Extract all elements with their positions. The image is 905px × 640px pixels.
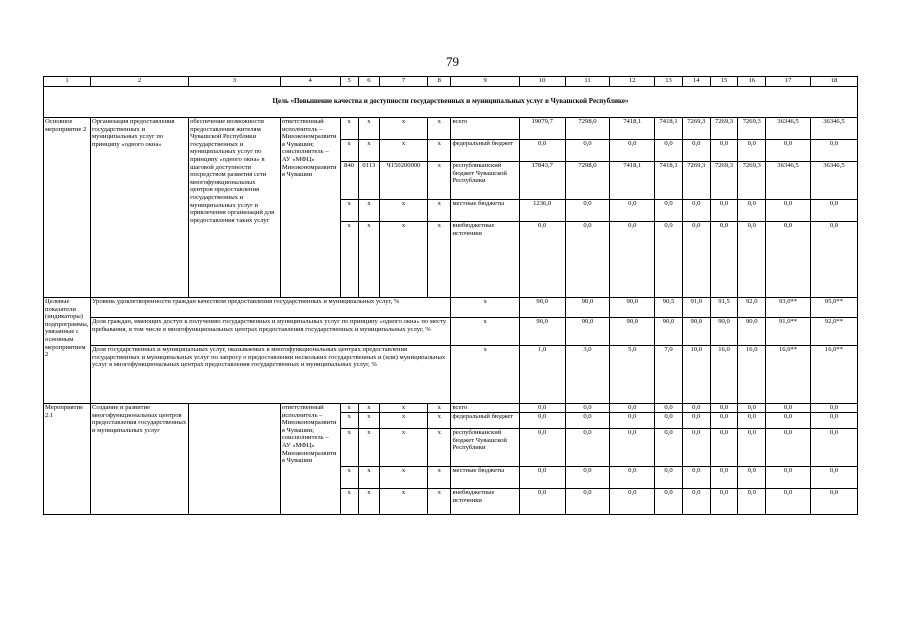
value-cell: 0,0 [738,489,766,515]
value-cell: 0,0 [710,413,738,429]
value-cell: 0,0 [655,413,683,429]
value-cell: 7269,3 [710,162,738,200]
column-number: 12 [610,77,655,87]
value-cell: 0,0 [519,489,565,515]
main-measure-title: Организация предоставления государственных и муниципальных услуг по принципу «одного окна» [90,118,188,298]
target-code: x [380,404,428,413]
value-cell: 7298,0 [565,118,610,140]
value-cell: 0,0 [810,489,857,515]
funding-source: федеральный бюджет [451,140,519,162]
main-measure-name: Основное мероприятие 2 [44,118,91,298]
indicator-x: x [451,346,519,404]
sub-measure-name: Мероприятие 2.1 [44,404,91,515]
value-cell: 0,0 [710,404,738,413]
target-code: x [380,413,428,429]
sub-measure-row [44,404,858,413]
indicator-row [44,318,858,346]
expense-type: x [428,404,451,413]
value-cell: 7269,3 [738,118,766,140]
value-cell: 0,0 [810,467,857,489]
section-code: x [358,429,379,467]
value-cell: 0,0 [655,467,683,489]
value-cell: 0,0 [519,467,565,489]
value-cell: 0,0 [610,140,655,162]
value-cell: 0,0 [766,413,811,429]
value-cell: 0,0 [655,222,683,298]
column-number: 3 [189,77,281,87]
indicator-text: Доля государственных и муниципальных услуг, оказываемых в многофункциональных центрах предоставления государственных и муниципальных услуг по запросу о предоставлении нескольких государственных и (или) муниципальных услуг в многофункциональных центрах предоставления государственных и муниципальных услуг, % [90,346,451,404]
value-cell: 0,0 [610,489,655,515]
grbs-code: x [340,140,358,162]
column-number-row [44,77,858,87]
column-number: 5 [340,77,358,87]
value-cell: 0,0 [710,489,738,515]
value-cell: 0,0 [682,429,710,467]
indicator-value: 95,0** [810,298,857,318]
value-cell: 0,0 [766,140,811,162]
column-number: 15 [710,77,738,87]
expense-type: x [428,118,451,140]
column-number: 14 [682,77,710,87]
section-code: x [358,404,379,413]
target-code: x [380,200,428,222]
value-cell: 7418,1 [610,162,655,200]
value-cell: 0,0 [565,200,610,222]
main-measure-goal-task: обеспечение возможности предоставления жителям Чувашской Республики государственных и муниципальных услуг по принципу «одного окна» в шаговой доступности посредством развития сети многофункциональных центров предоставления государственных и муниципальных услуг и привлечения организаций для предоставления таких услуг [189,118,281,298]
target-code: Ч150200000 [380,162,428,200]
section-code: x [358,140,379,162]
value-cell: 0,0 [519,140,565,162]
column-number: 18 [810,77,857,87]
column-number: 17 [766,77,811,87]
indicator-value: 5,0 [610,346,655,404]
value-cell: 0,0 [655,404,683,413]
grbs-code: x [340,118,358,140]
value-cell: 0,0 [565,489,610,515]
value-cell: 0,0 [682,413,710,429]
target-code: x [380,429,428,467]
value-cell: 0,0 [610,467,655,489]
value-cell: 17843,7 [519,162,565,200]
indicator-value: 16,0 [738,346,766,404]
indicator-value: 90,5 [655,298,683,318]
value-cell: 0,0 [810,404,857,413]
value-cell: 0,0 [655,200,683,222]
indicator-value: 7,0 [655,346,683,404]
value-cell: 0,0 [738,140,766,162]
value-cell: 36346,5 [810,162,857,200]
value-cell: 7418,1 [610,118,655,140]
value-cell: 0,0 [738,200,766,222]
grbs-code: x [340,404,358,413]
indicator-value: 91,0 [682,298,710,318]
funding-source: внебюджетные источники [451,222,519,298]
value-cell: 0,0 [565,404,610,413]
grbs-code: x [340,222,358,298]
value-cell: 0,0 [710,467,738,489]
value-cell: 0,0 [738,404,766,413]
indicator-value: 91,0** [766,318,811,346]
indicator-value: 3,0 [565,346,610,404]
value-cell: 7418,1 [655,162,683,200]
value-cell: 0,0 [710,222,738,298]
main-measure-executor: ответственный исполнитель – Минэкономразвития Чувашии; соисполнитель – АУ «МФЦ» Минэкономразвития Чувашии [280,118,340,298]
value-cell: 0,0 [710,200,738,222]
section-code: x [358,118,379,140]
indicator-value: 90,0 [610,298,655,318]
grbs-code: 840 [340,162,358,200]
grbs-code: x [340,467,358,489]
indicator-row [44,298,858,318]
indicator-value: 90,0 [519,318,565,346]
grbs-code: x [340,413,358,429]
column-number: 16 [738,77,766,87]
indicator-value: 90,0 [655,318,683,346]
value-cell: 36346,5 [766,118,811,140]
value-cell: 7269,3 [682,162,710,200]
value-cell: 7418,1 [655,118,683,140]
value-cell: 0,0 [655,140,683,162]
value-cell: 7269,3 [682,118,710,140]
sub-measure-executor: ответственный исполнитель – Минэкономразвития Чувашии; соисполнитель – АУ «МФЦ» Минэкономразвития Чувашии [280,404,340,515]
expense-type: x [428,162,451,200]
indicator-value: 90,0 [738,318,766,346]
value-cell: 0,0 [655,429,683,467]
value-cell: 0,0 [682,140,710,162]
value-cell: 0,0 [766,429,811,467]
value-cell: 7269,3 [710,118,738,140]
value-cell: 0,0 [682,200,710,222]
indicator-value: 1,0 [519,346,565,404]
target-code: x [380,489,428,515]
value-cell: 36346,5 [766,162,811,200]
value-cell: 0,0 [610,200,655,222]
column-number: 9 [451,77,519,87]
expense-type: x [428,413,451,429]
indicator-value: 90,0 [610,318,655,346]
section-code: x [358,200,379,222]
column-number: 6 [358,77,379,87]
column-number: 11 [565,77,610,87]
target-code: x [380,467,428,489]
funding-source: внебюджетные источники [451,489,519,515]
section-code: x [358,467,379,489]
indicators-label: Целевые показатели (индикаторы) подпрограммы, увязанные с основным мероприятием 2 [44,298,91,404]
column-number: 13 [655,77,683,87]
value-cell: 0,0 [766,200,811,222]
indicator-value: 92,0 [738,298,766,318]
value-cell: 0,0 [810,429,857,467]
column-number: 7 [380,77,428,87]
goal-title: Цель «Повышение качества и доступности государственных и муниципальных услуг в Чувашской Республике» [44,87,858,118]
indicator-value: 10,0 [682,346,710,404]
value-cell: 0,0 [810,140,857,162]
indicator-value: 16,0** [810,346,857,404]
value-cell: 0,0 [710,140,738,162]
expense-type: x [428,467,451,489]
value-cell: 0,0 [519,222,565,298]
indicator-value: 90,0 [519,298,565,318]
value-cell: 0,0 [810,200,857,222]
indicator-value: 16,0** [766,346,811,404]
value-cell: 0,0 [610,413,655,429]
section-code: x [358,489,379,515]
value-cell: 0,0 [766,489,811,515]
value-cell: 0,0 [682,489,710,515]
value-cell: 0,0 [682,467,710,489]
indicator-value: 90,0 [710,318,738,346]
indicator-row [44,346,858,404]
indicator-x: x [451,318,519,346]
value-cell: 0,0 [565,413,610,429]
value-cell: 0,0 [565,140,610,162]
funding-source: местные бюджеты [451,467,519,489]
expense-type: x [428,222,451,298]
funding-source: местные бюджеты [451,200,519,222]
value-cell: 0,0 [610,404,655,413]
grbs-code: x [340,200,358,222]
funding-source: всего [451,404,519,413]
grbs-code: x [340,489,358,515]
column-number: 2 [90,77,188,87]
value-cell: 7298,0 [565,162,610,200]
grbs-code: x [340,429,358,467]
indicator-text: Уровень удовлетворенности граждан качеством предоставления государственных и муниципальных услуг, % [90,298,451,318]
goal-row [44,87,858,118]
indicator-value: 90,0 [682,318,710,346]
column-number: 8 [428,77,451,87]
indicator-value: 90,0 [565,298,610,318]
target-code: x [380,222,428,298]
column-number: 10 [519,77,565,87]
value-cell: 0,0 [738,413,766,429]
value-cell: 19079,7 [519,118,565,140]
expense-type: x [428,140,451,162]
value-cell: 0,0 [610,429,655,467]
target-code: x [380,140,428,162]
value-cell: 0,0 [610,222,655,298]
section-code: 0113 [358,162,379,200]
indicator-value: 90,0 [565,318,610,346]
funding-source: республиканский бюджет Чувашской Республики [451,162,519,200]
section-code: x [358,222,379,298]
target-code: x [380,118,428,140]
indicator-value: 91,5 [710,298,738,318]
section-code: x [358,413,379,429]
value-cell: 0,0 [738,429,766,467]
value-cell: 0,0 [710,429,738,467]
indicator-x: x [451,298,519,318]
value-cell: 0,0 [682,404,710,413]
indicator-value: 16,0 [710,346,738,404]
value-cell: 0,0 [766,222,811,298]
expense-type: x [428,489,451,515]
sub-measure-title: Создание и развитие многофункциональных центров предоставления государственных и муниципальных услуг [90,404,188,515]
value-cell: 0,0 [738,222,766,298]
page-number: 79 [446,54,459,69]
indicator-value: 92,0** [810,318,857,346]
value-cell: 0,0 [810,413,857,429]
expense-type: x [428,429,451,467]
funding-source: республиканский бюджет Чувашской Республики [451,429,519,467]
value-cell: 0,0 [738,467,766,489]
value-cell: 0,0 [519,404,565,413]
column-number: 4 [280,77,340,87]
value-cell: 0,0 [519,413,565,429]
program-table [43,76,858,515]
value-cell: 0,0 [766,467,811,489]
value-cell: 0,0 [565,467,610,489]
value-cell: 0,0 [519,429,565,467]
indicator-value: 93,0** [766,298,811,318]
value-cell: 0,0 [655,489,683,515]
value-cell: 0,0 [565,429,610,467]
funding-source: федеральный бюджет [451,413,519,429]
value-cell: 7269,3 [738,162,766,200]
value-cell: 0,0 [766,404,811,413]
value-cell: 36346,5 [810,118,857,140]
sub-measure-goal-task [189,404,281,515]
value-cell: 1236,0 [519,200,565,222]
value-cell: 0,0 [682,222,710,298]
expense-type: x [428,200,451,222]
value-cell: 0,0 [810,222,857,298]
funding-source: всего [451,118,519,140]
column-number: 1 [44,77,91,87]
value-cell: 0,0 [565,222,610,298]
main-measure-row [44,118,858,140]
indicator-text: Доля граждан, имеющих доступ к получению государственных и муниципальных услуг по принципу «одного окна» по месту пребывания, в том числе в многофункциональных центрах предоставления государственных и муниципальных услуг, % [90,318,451,346]
